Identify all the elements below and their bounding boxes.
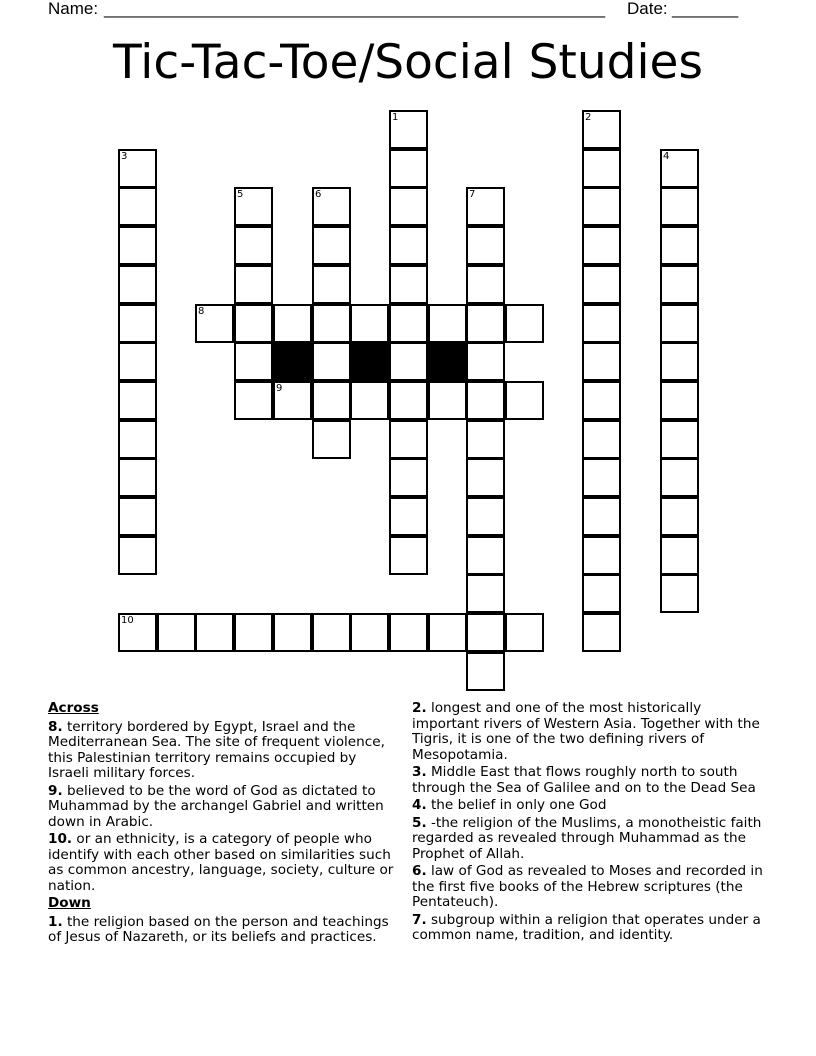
crossword-cell[interactable]	[582, 574, 621, 613]
crossword-cell[interactable]	[273, 381, 312, 420]
crossword-cell[interactable]	[582, 381, 621, 420]
date-label: Date:	[627, 0, 668, 18]
clue-text: territory bordered by Egypt, Israel and the Mediterranean Sea. The site of frequent violence, this Palestinian territory remains occupied by Israeli military forces.	[48, 718, 385, 781]
clues-column-right	[412, 701, 764, 946]
crossword-cell[interactable]	[428, 613, 467, 652]
crossword-cell[interactable]	[428, 304, 467, 343]
crossword-cell[interactable]	[118, 304, 157, 343]
clue-text: Middle East that flows roughly north to south through the Sea of Galilee and on to the Dead Sea	[412, 764, 756, 796]
clue-number-label: 9	[276, 383, 283, 394]
crossword-cell[interactable]	[312, 613, 351, 652]
crossword-cell[interactable]	[466, 420, 505, 459]
clue-number-label: 8	[198, 306, 205, 317]
crossword-cell[interactable]	[273, 613, 312, 652]
crossword-cell[interactable]	[466, 381, 505, 420]
clue-down-5	[412, 816, 764, 863]
crossword-cell[interactable]	[234, 226, 273, 265]
name-field[interactable]: _____________________________________________________	[104, 0, 606, 18]
clue-number: 3.	[412, 764, 427, 780]
crossword-cell[interactable]	[389, 458, 428, 497]
crossword-cell[interactable]	[389, 381, 428, 420]
crossword-cell[interactable]	[660, 265, 699, 304]
clue-number: 6.	[412, 863, 427, 879]
crossword-cell[interactable]	[582, 458, 621, 497]
crossword-cell[interactable]	[466, 536, 505, 575]
crossword-cell[interactable]	[466, 304, 505, 343]
crossword-cell[interactable]	[582, 226, 621, 265]
crossword-cell[interactable]	[660, 574, 699, 613]
crossword-cell[interactable]	[350, 304, 389, 343]
crossword-cell[interactable]	[234, 342, 273, 381]
clue-down-4	[412, 798, 764, 814]
crossword-cell[interactable]	[466, 342, 505, 381]
clue-number-label: 2	[585, 112, 592, 123]
crossword-cell[interactable]	[466, 497, 505, 536]
clue-number-label: 5	[237, 189, 244, 200]
crossword-cell[interactable]	[312, 304, 351, 343]
crossword-cell[interactable]	[582, 536, 621, 575]
crossword-cell[interactable]	[466, 574, 505, 613]
clue-number-label: 3	[121, 151, 128, 162]
crossword-cell[interactable]	[312, 226, 351, 265]
clue-number: 7.	[412, 911, 427, 928]
clue-number-label: 6	[315, 189, 322, 200]
clue-down-6	[412, 864, 764, 911]
crossword-cell[interactable]	[234, 381, 273, 420]
clue-number: 1.	[48, 913, 63, 930]
crossword-cell[interactable]	[118, 458, 157, 497]
crossword-cell[interactable]	[660, 381, 699, 420]
crossword-cell[interactable]	[118, 381, 157, 420]
crossword-cell[interactable]	[118, 226, 157, 265]
black-square	[350, 342, 389, 381]
clue-number: 5.	[412, 814, 427, 831]
crossword-cell[interactable]	[466, 187, 505, 226]
crossword-cell[interactable]	[582, 110, 621, 149]
crossword-cell[interactable]	[582, 265, 621, 304]
clue-number: 4.	[412, 797, 427, 813]
clue-text: longest and one of the most historically important rivers of Western Asia. Together with the Tigris, it is one of the two defining rivers of Mesopotamia.	[412, 700, 760, 763]
crossword-cell[interactable]	[389, 265, 428, 304]
crossword-cell[interactable]	[312, 420, 351, 459]
crossword-cell[interactable]	[389, 536, 428, 575]
crossword-cell[interactable]	[389, 304, 428, 343]
crossword-cell[interactable]	[389, 420, 428, 459]
crossword-cell[interactable]	[118, 149, 157, 188]
crossword-cell[interactable]	[389, 613, 428, 652]
crossword-cell[interactable]	[660, 420, 699, 459]
crossword-cell[interactable]	[389, 187, 428, 226]
black-square	[428, 342, 467, 381]
crossword-cell[interactable]	[660, 187, 699, 226]
crossword-cell[interactable]	[466, 458, 505, 497]
black-square	[273, 342, 312, 381]
crossword-cell[interactable]	[660, 304, 699, 343]
crossword-cell[interactable]	[582, 149, 621, 188]
crossword-cell[interactable]	[582, 497, 621, 536]
clue-across-10	[48, 832, 400, 894]
crossword-cell[interactable]	[582, 342, 621, 381]
crossword-cell[interactable]	[157, 613, 196, 652]
clue-down-2	[412, 701, 764, 763]
crossword-cell[interactable]	[582, 187, 621, 226]
clue-number: 9.	[48, 782, 63, 799]
crossword-cell[interactable]	[466, 226, 505, 265]
crossword-cell[interactable]	[505, 304, 544, 343]
clue-text: law of God as revealed to Moses and recorded in the first five books of the Hebrew scriptures (the Pentateuch).	[412, 863, 763, 910]
crossword-cell[interactable]	[195, 304, 234, 343]
crossword-cell[interactable]	[389, 497, 428, 536]
clue-number: 2.	[412, 700, 427, 716]
crossword-cell[interactable]	[312, 265, 351, 304]
crossword-cell[interactable]	[660, 536, 699, 575]
crossword-cell[interactable]	[312, 381, 351, 420]
down-heading: Down	[48, 895, 91, 911]
clue-number: 10.	[48, 831, 73, 847]
date-field[interactable]: _______	[672, 0, 739, 18]
clue-across-9	[48, 784, 400, 831]
clue-down-1	[48, 915, 400, 946]
crossword-cell[interactable]	[312, 342, 351, 381]
page-title: Tic-Tac-Toe/Social Studies	[113, 35, 703, 90]
clue-text: subgroup within a religion that operates under a common name, tradition, and identity.	[412, 911, 761, 943]
crossword-cell[interactable]	[350, 613, 389, 652]
crossword-cell[interactable]	[660, 342, 699, 381]
clue-down-3	[412, 765, 764, 796]
crossword-cell[interactable]	[466, 613, 505, 652]
clue-across-8	[48, 720, 400, 782]
clue-text: the religion based on the person and teachings of Jesus of Nazareth, or its beliefs and practices.	[48, 913, 389, 945]
crossword-cell[interactable]	[389, 149, 428, 188]
crossword-cell[interactable]	[234, 613, 273, 652]
crossword-cell[interactable]	[118, 497, 157, 536]
crossword-cell[interactable]	[660, 497, 699, 536]
clue-text: believed to be the word of God as dictated to Muhammad by the archangel Gabriel and written down in Arabic.	[48, 782, 384, 830]
crossword-cell[interactable]	[118, 187, 157, 226]
crossword-cell[interactable]	[234, 304, 273, 343]
clue-text: or an ethnicity, is a category of people who identify with each other based on similarities such as common ancestry, language, society, culture or nation.	[48, 831, 394, 894]
clue-text: the belief in only one God	[430, 797, 607, 813]
crossword-cell[interactable]	[118, 613, 157, 652]
clue-down-7	[412, 913, 764, 944]
name-label: Name:	[48, 0, 99, 18]
crossword-cell[interactable]	[273, 304, 312, 343]
crossword-cell[interactable]	[312, 187, 351, 226]
crossword-cell[interactable]	[234, 187, 273, 226]
clue-number-label: 1	[392, 112, 399, 123]
crossword-cell[interactable]	[428, 381, 467, 420]
crossword-cell[interactable]	[582, 304, 621, 343]
crossword-cell[interactable]	[118, 536, 157, 575]
crossword-cell[interactable]	[195, 613, 234, 652]
crossword-cell[interactable]	[389, 110, 428, 149]
crossword-cell[interactable]	[118, 342, 157, 381]
crossword-cell[interactable]	[118, 265, 157, 304]
clue-number-label: 7	[469, 189, 476, 200]
crossword-cell[interactable]	[118, 420, 157, 459]
crossword-cell[interactable]	[389, 342, 428, 381]
clue-number-label: 10	[121, 615, 134, 626]
crossword-cell[interactable]	[660, 149, 699, 188]
crossword-cell[interactable]	[466, 652, 505, 691]
clue-number: 8.	[48, 718, 63, 735]
crossword-cell[interactable]	[234, 265, 273, 304]
across-heading: Across	[48, 700, 99, 716]
crossword-cell[interactable]	[389, 226, 428, 265]
crossword-cell[interactable]	[505, 381, 544, 420]
crossword-cell[interactable]	[505, 613, 544, 652]
crossword-cell[interactable]	[660, 458, 699, 497]
clues-column-left	[48, 701, 400, 948]
crossword-cell[interactable]	[466, 265, 505, 304]
crossword-cell[interactable]	[350, 381, 389, 420]
crossword-cell[interactable]	[582, 420, 621, 459]
clue-text: -the religion of the Muslims, a monotheistic faith regarded as revealed through Muhammad as the Prophet of Allah.	[412, 814, 762, 862]
crossword-cell[interactable]	[582, 613, 621, 652]
crossword-cell[interactable]	[660, 226, 699, 265]
clue-number-label: 4	[663, 151, 670, 162]
